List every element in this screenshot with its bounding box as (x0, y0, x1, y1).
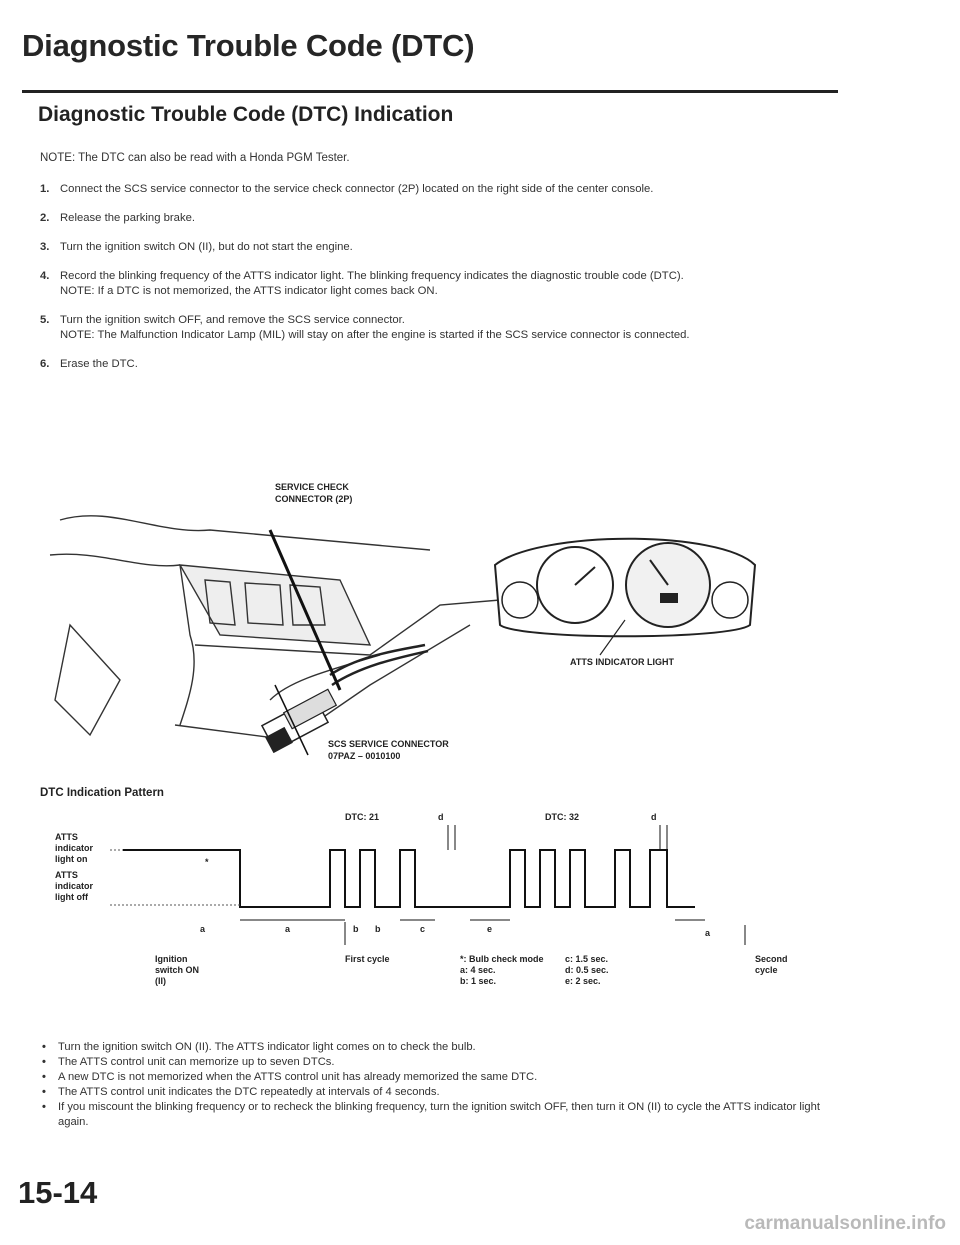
step-number: 6. (40, 358, 50, 370)
step-number: 2. (40, 212, 50, 224)
label-line: cycle (755, 965, 778, 975)
list-item (40, 1085, 840, 1100)
step-text: Erase the DTC. (60, 358, 138, 370)
label-line: ATTS (55, 870, 78, 880)
a-interval-label: a (200, 924, 206, 934)
service-check-connector-label (275, 482, 352, 504)
intro-note: NOTE: The DTC can also be read with a Honda PGM Tester. (40, 152, 350, 164)
ignition-label (155, 954, 202, 986)
label-line: SERVICE CHECK (275, 482, 349, 492)
step-number: 4. (40, 270, 50, 282)
step-text: Record the blinking frequency of the ATTS indicator light. The blinking frequency indicates the diagnostic trouble code (DTC). (60, 270, 684, 282)
legend-b: b: 1 sec. (460, 976, 497, 986)
pattern-heading: DTC Indication Pattern (40, 787, 164, 799)
a-interval-label: a (705, 928, 711, 938)
page-title: Diagnostic Trouble Code (DTC) (22, 28, 475, 63)
step-number: 3. (40, 241, 50, 253)
label-line: CONNECTOR (2P) (275, 494, 353, 504)
atts-signal-waveform (123, 850, 695, 907)
list-item-text: The ATTS control unit indicates the DTC repeatedly at intervals of 4 seconds. (58, 1086, 440, 1098)
legend-d: d: 0.5 sec. (565, 965, 609, 975)
label-line: (II) (155, 976, 166, 986)
second-cycle-label (755, 954, 790, 975)
step-text: Release the parking brake. (60, 212, 196, 224)
step (40, 182, 840, 197)
b-interval-label: b (375, 924, 381, 934)
legend-c: c: 1.5 sec. (565, 954, 609, 964)
legend-e: e: 2 sec. (565, 976, 601, 986)
label-line: SCS SERVICE CONNECTOR (328, 739, 449, 749)
dtc21-label: DTC: 21 (345, 812, 380, 822)
scs-connector-drawing (262, 645, 428, 753)
label-line: ATTS (55, 832, 78, 842)
connector-illustration (40, 475, 760, 780)
instrument-cluster (495, 539, 755, 655)
dimension-lines (240, 825, 745, 945)
bullet-glyph: • (42, 1056, 46, 1068)
list-item (40, 1040, 840, 1055)
list-item (40, 1100, 840, 1130)
procedure-steps (40, 182, 840, 386)
step (40, 240, 840, 255)
step (40, 357, 840, 372)
c-interval-label: c (420, 924, 426, 934)
section-title: Diagnostic Trouble Code (DTC) Indication (38, 103, 454, 126)
scs-connector-label (328, 739, 451, 761)
list-item-text: A new DTC is not memorized when the ATTS control unit has already memorized the same DTC. (58, 1071, 538, 1083)
bullet-glyph: • (42, 1086, 46, 1098)
step-number: 1. (40, 183, 50, 195)
label-line: 07PAZ – 0010100 (328, 751, 401, 761)
d-label: d (438, 812, 444, 822)
step-number: 5. (40, 314, 50, 326)
label-line: indicator (55, 843, 94, 853)
light-off-label (55, 870, 96, 902)
dtc-timing-diagram (55, 810, 815, 1005)
label-line: indicator (55, 881, 94, 891)
label-line: light on (55, 854, 88, 864)
label-line: switch ON (155, 965, 200, 975)
page-number: 15-14 (18, 1175, 98, 1210)
bulb-check-star: * (205, 857, 209, 867)
step (40, 211, 840, 226)
bullet-glyph: • (42, 1101, 46, 1113)
list-item-text: The ATTS control unit can memorize up to seven DTCs. (58, 1056, 335, 1068)
step (40, 313, 840, 343)
watermark: carmanualsonline.info (744, 1213, 946, 1234)
a-interval-label: a (285, 924, 291, 934)
bullet-glyph: • (42, 1071, 46, 1083)
reference-dotted-lines (110, 850, 240, 905)
d-label: d (651, 812, 657, 822)
label-line: Second (755, 954, 788, 964)
dtc32-label: DTC: 32 (545, 812, 580, 822)
list-item-text: Turn the ignition switch ON (II). The ATTS indicator light comes on to check the bulb. (58, 1041, 476, 1053)
light-on-label (55, 832, 96, 864)
step-note: NOTE: The Malfunction Indicator Lamp (MIL) will stay on after the engine is started if the SCS service connector is connected. (60, 329, 690, 341)
step-text: Turn the ignition switch ON (II), but do not start the engine. (60, 241, 353, 253)
legend-a: a: 4 sec. (460, 965, 496, 975)
step-text: Turn the ignition switch OFF, and remove the SCS service connector. (60, 314, 405, 326)
bullet-glyph: • (42, 1041, 46, 1053)
list-item (40, 1070, 840, 1085)
atts-indicator-label: ATTS INDICATOR LIGHT (570, 657, 674, 667)
label-line: Ignition (155, 954, 188, 964)
list-item-text: If you miscount the blinking frequency or to recheck the blinking frequency, turn the ignition switch OFF, then turn it ON (II) to cycle the ATTS indicator light again. (58, 1101, 820, 1128)
label-line: light off (55, 892, 88, 902)
list-item (40, 1055, 840, 1070)
title-divider (22, 90, 838, 93)
b-interval-label: b (353, 924, 359, 934)
step-text: Connect the SCS service connector to the service check connector (2P) located on the right side of the center console. (60, 183, 654, 195)
notes-list (40, 1040, 840, 1130)
first-cycle-label: First cycle (345, 954, 390, 964)
step-note: NOTE: If a DTC is not memorized, the ATTS indicator light comes back ON. (60, 285, 438, 297)
step (40, 269, 840, 299)
e-interval-label: e (487, 924, 493, 934)
legend-bulb-check: *: Bulb check mode (460, 954, 544, 964)
